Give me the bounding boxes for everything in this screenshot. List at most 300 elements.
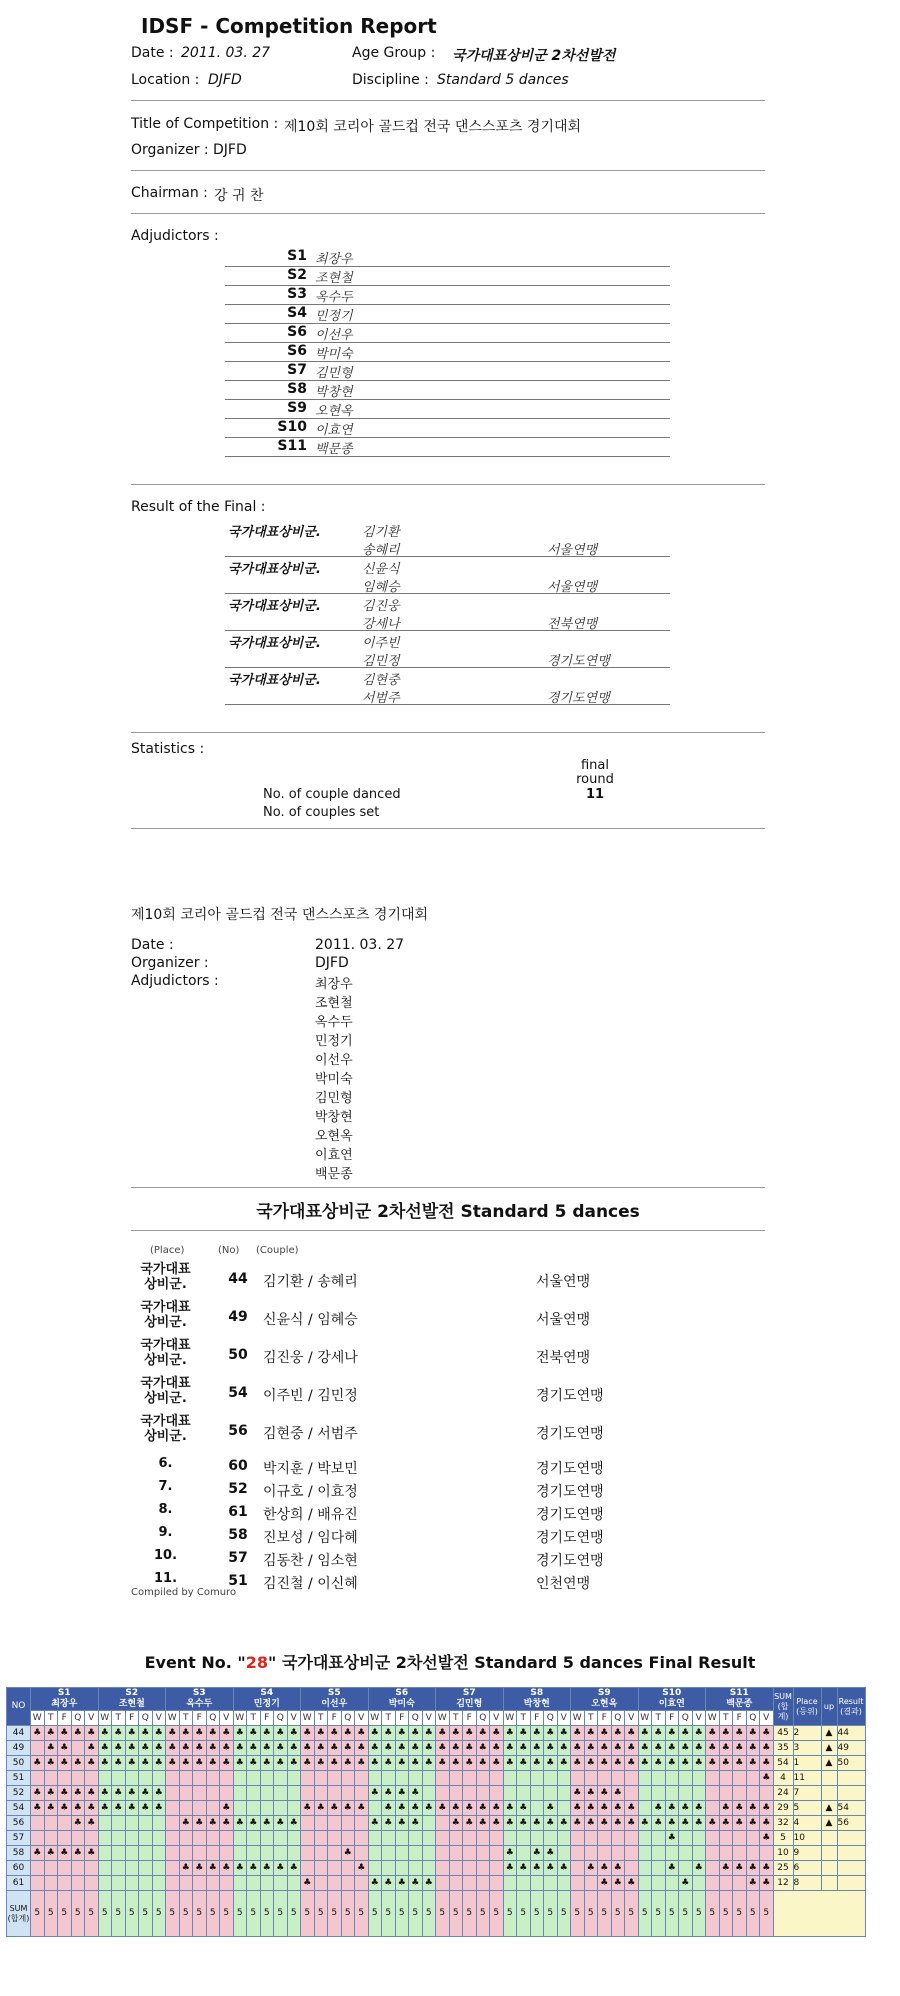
- mark-cell: [179, 1786, 193, 1801]
- judge-name: 이선우: [321, 1699, 348, 1709]
- adjudicator-name: 이효연: [315, 423, 353, 438]
- mark-cell: [409, 1846, 423, 1861]
- mark-cell: ♣: [746, 1726, 760, 1741]
- placing-place: 국가대표 상비군.: [140, 1262, 191, 1292]
- mark-cell: ♣: [746, 1876, 760, 1891]
- dance-header: F: [665, 1711, 679, 1726]
- dance-header: Q: [71, 1711, 85, 1726]
- mark-cell: [328, 1861, 342, 1876]
- adjudicator-name: 민정기: [315, 309, 353, 324]
- table-row: [7, 1786, 866, 1801]
- mark-cell: [611, 1771, 625, 1786]
- dance-header: F: [328, 1711, 342, 1726]
- mark-cell: ♣: [503, 1846, 517, 1861]
- sum-mark-cell: 5: [611, 1891, 625, 1937]
- mark-cell: [557, 1771, 571, 1786]
- placing-couple: 김진웅 / 강세나: [263, 1350, 358, 1366]
- adjudicator-code: S8: [287, 381, 307, 397]
- sum-mark-cell: 5: [692, 1891, 706, 1937]
- mark-cell: ♣: [530, 1726, 544, 1741]
- result-club: 전북연맹: [547, 617, 598, 632]
- mark-cell: ♣: [692, 1816, 706, 1831]
- judge-header: [368, 1688, 436, 1711]
- mark-cell: ♣: [652, 1726, 666, 1741]
- mark-cell: [193, 1771, 207, 1786]
- organizer-label: Organizer :: [131, 142, 209, 158]
- summary-judge-name: 민정기: [315, 1034, 353, 1049]
- mark-cell: ♣: [584, 1816, 598, 1831]
- result-partner-1: 신윤식: [362, 562, 400, 577]
- mark-cell: [436, 1876, 450, 1891]
- mark-cell: ♣: [44, 1741, 58, 1756]
- placing-club: 경기도연맹: [536, 1507, 604, 1523]
- mark-cell: ♣: [733, 1861, 747, 1876]
- dance-header: F: [58, 1711, 72, 1726]
- sum-mark-cell: 5: [449, 1891, 463, 1937]
- couple-number: 60: [7, 1861, 31, 1876]
- mark-cell: [436, 1771, 450, 1786]
- sum-mark-cell: 5: [530, 1891, 544, 1937]
- mark-cell: [287, 1801, 301, 1816]
- up-cell: ▲: [821, 1726, 837, 1741]
- mark-cell: [247, 1876, 261, 1891]
- mark-cell: ♣: [233, 1816, 247, 1831]
- mark-cell: [625, 1786, 639, 1801]
- mark-cell: [71, 1876, 85, 1891]
- mark-cell: [247, 1831, 261, 1846]
- sum-mark-cell: 5: [98, 1891, 112, 1937]
- mark-cell: ♣: [395, 1801, 409, 1816]
- placing-number: 60: [228, 1458, 248, 1474]
- adjudicator-name: 옥수두: [315, 290, 353, 305]
- report-title: IDSF - Competition Report: [141, 14, 437, 38]
- mark-cell: ♣: [193, 1726, 207, 1741]
- judge-name: 박미숙: [388, 1699, 415, 1709]
- marks-table: [6, 1687, 866, 1937]
- adjudicator-code: S2: [287, 267, 307, 283]
- mark-cell: ♣: [611, 1756, 625, 1771]
- adjudicator-name: 박창현: [315, 385, 353, 400]
- mark-cell: [71, 1861, 85, 1876]
- mark-cell: [152, 1816, 166, 1831]
- mark-cell: [125, 1816, 139, 1831]
- mark-cell: ♣: [395, 1756, 409, 1771]
- mark-cell: ♣: [733, 1816, 747, 1831]
- mark-cell: ♣: [638, 1741, 652, 1756]
- sum-cell: 5: [773, 1831, 793, 1846]
- mark-cell: [301, 1861, 315, 1876]
- mark-cell: [503, 1786, 517, 1801]
- sum-mark-cell: 5: [71, 1891, 85, 1937]
- sum-mark-cell: 5: [179, 1891, 193, 1937]
- mark-cell: [746, 1831, 760, 1846]
- judge-name: 백문종: [726, 1699, 753, 1709]
- mark-cell: [517, 1771, 531, 1786]
- summary-date-value: 2011. 03. 27: [315, 937, 405, 953]
- result-partner-1: 이주빈: [362, 636, 400, 651]
- adjudicator-row: [225, 419, 670, 438]
- sum-cell: 29: [773, 1801, 793, 1816]
- mark-cell: ♣: [395, 1786, 409, 1801]
- mark-cell: ♣: [719, 1741, 733, 1756]
- mark-cell: [490, 1786, 504, 1801]
- mark-cell: ♣: [544, 1846, 558, 1861]
- mark-cell: ♣: [260, 1741, 274, 1756]
- mark-cell: [422, 1861, 436, 1876]
- mark-cell: ♣: [44, 1756, 58, 1771]
- judge-code: S1: [57, 1688, 71, 1698]
- adjudicator-name: 김민형: [315, 366, 353, 381]
- mark-cell: [719, 1831, 733, 1846]
- divider: [131, 1230, 765, 1231]
- result-partner-2: 송혜리: [362, 543, 400, 558]
- sum-mark-cell: 5: [220, 1891, 234, 1937]
- placing-row: [128, 1548, 768, 1568]
- mark-cell: [314, 1771, 328, 1786]
- mark-cell: ♣: [247, 1861, 261, 1876]
- mark-cell: ♣: [139, 1786, 153, 1801]
- mark-cell: ♣: [598, 1861, 612, 1876]
- mark-cell: ♣: [355, 1741, 369, 1756]
- up-cell: ▲: [821, 1801, 837, 1816]
- mark-cell: [463, 1786, 477, 1801]
- mark-cell: ♣: [409, 1726, 423, 1741]
- mark-cell: [341, 1831, 355, 1846]
- mark-cell: ♣: [58, 1756, 72, 1771]
- mark-cell: [449, 1771, 463, 1786]
- result-cell: [837, 1861, 865, 1876]
- adjudicator-row: [225, 267, 670, 286]
- mark-cell: [139, 1876, 153, 1891]
- mark-cell: [382, 1846, 396, 1861]
- mark-cell: ♣: [152, 1741, 166, 1756]
- col-couple-header: (Couple): [256, 1245, 299, 1256]
- result-cell: [837, 1831, 865, 1846]
- mark-cell: [193, 1801, 207, 1816]
- mark-cell: ♣: [139, 1801, 153, 1816]
- mark-cell: [679, 1771, 693, 1786]
- mark-cell: ♣: [179, 1756, 193, 1771]
- mark-cell: [112, 1816, 126, 1831]
- adjudicator-code: S9: [287, 400, 307, 416]
- sum-mark-cell: 5: [112, 1891, 126, 1937]
- sum-mark-cell: 5: [490, 1891, 504, 1937]
- result-club: 경기도연맹: [547, 654, 610, 669]
- mark-cell: ♣: [206, 1741, 220, 1756]
- mark-cell: ♣: [611, 1726, 625, 1741]
- dance-header: T: [314, 1711, 328, 1726]
- result-partner-2: 서범주: [362, 691, 400, 706]
- mark-cell: ♣: [422, 1876, 436, 1891]
- final-result-row: [225, 520, 670, 557]
- mark-cell: ♣: [476, 1801, 490, 1816]
- table-row: [7, 1771, 866, 1786]
- mark-cell: ♣: [125, 1786, 139, 1801]
- adjudicator-row: [225, 438, 670, 457]
- mark-cell: [166, 1816, 180, 1831]
- summary-judge-name: 박창현: [315, 1110, 353, 1125]
- judge-name: 이효연: [658, 1699, 685, 1709]
- mark-cell: [98, 1771, 112, 1786]
- mark-cell: [166, 1876, 180, 1891]
- mark-cell: [368, 1846, 382, 1861]
- mark-cell: [476, 1846, 490, 1861]
- mark-cell: [260, 1771, 274, 1786]
- placing-place: 국가대표 상비군.: [140, 1376, 191, 1406]
- mark-cell: [638, 1771, 652, 1786]
- mark-cell: [476, 1861, 490, 1876]
- mark-cell: [98, 1846, 112, 1861]
- judge-header: [436, 1688, 504, 1711]
- mark-cell: ♣: [112, 1726, 126, 1741]
- summary-organizer-value: DJFD: [315, 955, 349, 971]
- mark-cell: [44, 1816, 58, 1831]
- summary-judge-name: 김민형: [315, 1091, 353, 1106]
- mark-cell: ♣: [665, 1741, 679, 1756]
- mark-cell: ♣: [409, 1876, 423, 1891]
- mark-cell: [436, 1786, 450, 1801]
- mark-cell: ♣: [260, 1756, 274, 1771]
- mark-cell: ♣: [719, 1756, 733, 1771]
- mark-cell: ♣: [85, 1726, 99, 1741]
- mark-cell: [206, 1771, 220, 1786]
- mark-cell: ♣: [382, 1876, 396, 1891]
- judge-name: 김민형: [456, 1699, 483, 1709]
- mark-cell: [31, 1861, 45, 1876]
- mark-cell: [368, 1831, 382, 1846]
- placing-couple: 한상희 / 배유진: [263, 1507, 358, 1523]
- sum-mark-cell: 5: [125, 1891, 139, 1937]
- mark-cell: ♣: [287, 1816, 301, 1831]
- couple-number: 61: [7, 1876, 31, 1891]
- mark-cell: ♣: [179, 1726, 193, 1741]
- sum-mark-cell: 5: [206, 1891, 220, 1937]
- mark-cell: ♣: [368, 1726, 382, 1741]
- couple-number: 52: [7, 1786, 31, 1801]
- mark-cell: ♣: [152, 1726, 166, 1741]
- sum-mark-cell: 5: [152, 1891, 166, 1937]
- mark-cell: ♣: [544, 1741, 558, 1756]
- judge-name: 민정기: [253, 1699, 280, 1709]
- mark-cell: [449, 1876, 463, 1891]
- sum-mark-cell: 5: [44, 1891, 58, 1937]
- mark-cell: ♣: [706, 1756, 720, 1771]
- up-cell: [821, 1876, 837, 1891]
- sum-mark-cell: 5: [746, 1891, 760, 1937]
- mark-cell: [665, 1846, 679, 1861]
- sum-mark-cell: 5: [706, 1891, 720, 1937]
- dance-header: Q: [544, 1711, 558, 1726]
- mark-cell: ♣: [692, 1741, 706, 1756]
- mark-cell: ♣: [179, 1861, 193, 1876]
- sum-total-cell: [773, 1891, 865, 1937]
- adjudicator-row: [225, 343, 670, 362]
- dance-header: W: [166, 1711, 180, 1726]
- result-partner-2: 강세나: [362, 617, 400, 632]
- mark-cell: ♣: [746, 1741, 760, 1756]
- result-place: 국가대표상비군.: [228, 636, 321, 651]
- mark-cell: [260, 1831, 274, 1846]
- mark-cell: ♣: [503, 1861, 517, 1876]
- mark-cell: [301, 1786, 315, 1801]
- mark-cell: ♣: [571, 1741, 585, 1756]
- toc-value: 제10회 코리아 골드컵 전국 댄스스포츠 경기대회: [284, 119, 582, 135]
- dance-header: V: [760, 1711, 774, 1726]
- mark-cell: [193, 1786, 207, 1801]
- discipline-label: Discipline :: [352, 72, 429, 88]
- judge-header: [706, 1688, 774, 1711]
- mark-cell: ♣: [382, 1816, 396, 1831]
- mark-cell: ♣: [625, 1876, 639, 1891]
- dance-header: F: [395, 1711, 409, 1726]
- result-cell: [837, 1771, 865, 1786]
- table-row: [7, 1741, 866, 1756]
- dance-header: T: [112, 1711, 126, 1726]
- mark-cell: ♣: [139, 1741, 153, 1756]
- mark-cell: ♣: [355, 1726, 369, 1741]
- dance-header: T: [719, 1711, 733, 1726]
- mark-cell: [125, 1876, 139, 1891]
- mark-cell: ♣: [274, 1756, 288, 1771]
- mark-cell: [530, 1771, 544, 1786]
- judge-header: [233, 1688, 301, 1711]
- mark-cell: ♣: [584, 1786, 598, 1801]
- mark-cell: ♣: [193, 1861, 207, 1876]
- mark-cell: ♣: [247, 1726, 261, 1741]
- mark-cell: [166, 1831, 180, 1846]
- mark-cell: ♣: [98, 1741, 112, 1756]
- mark-cell: ♣: [368, 1786, 382, 1801]
- mark-cell: [179, 1846, 193, 1861]
- mark-cell: [287, 1786, 301, 1801]
- placing-club: 경기도연맹: [536, 1484, 604, 1500]
- mark-cell: ♣: [409, 1756, 423, 1771]
- result-cell: 44: [837, 1726, 865, 1741]
- dance-header: Q: [679, 1711, 693, 1726]
- mark-cell: [733, 1771, 747, 1786]
- mark-cell: [314, 1846, 328, 1861]
- mark-cell: [31, 1816, 45, 1831]
- mark-cell: ♣: [436, 1801, 450, 1816]
- organizer-value: DJFD: [213, 142, 247, 158]
- mark-cell: [233, 1786, 247, 1801]
- mark-cell: [179, 1876, 193, 1891]
- mark-cell: [287, 1771, 301, 1786]
- dance-header: W: [638, 1711, 652, 1726]
- mark-cell: [233, 1846, 247, 1861]
- mark-cell: ♣: [746, 1816, 760, 1831]
- mark-cell: [476, 1876, 490, 1891]
- mark-cell: [179, 1771, 193, 1786]
- placing-number: 57: [228, 1550, 248, 1566]
- mark-cell: ♣: [503, 1741, 517, 1756]
- mark-cell: ♣: [544, 1816, 558, 1831]
- mark-cell: [476, 1771, 490, 1786]
- mark-cell: ♣: [463, 1726, 477, 1741]
- mark-cell: ♣: [71, 1801, 85, 1816]
- mark-cell: [260, 1876, 274, 1891]
- mark-cell: [544, 1876, 558, 1891]
- mark-cell: [719, 1846, 733, 1861]
- mark-cell: [193, 1846, 207, 1861]
- mark-cell: [571, 1831, 585, 1846]
- mark-cell: [247, 1786, 261, 1801]
- mark-cell: ♣: [71, 1786, 85, 1801]
- mark-cell: ♣: [274, 1861, 288, 1876]
- adjudicator-name: 이선우: [315, 328, 353, 343]
- mark-cell: [85, 1771, 99, 1786]
- judge-code: S10: [662, 1688, 682, 1698]
- mark-cell: ♣: [314, 1726, 328, 1741]
- mark-cell: ♣: [31, 1756, 45, 1771]
- mark-cell: [368, 1861, 382, 1876]
- mark-cell: ♣: [206, 1861, 220, 1876]
- mark-cell: ♣: [31, 1726, 45, 1741]
- judge-header: [571, 1688, 639, 1711]
- dance-header: V: [220, 1711, 234, 1726]
- mark-cell: ♣: [571, 1816, 585, 1831]
- mark-cell: [260, 1801, 274, 1816]
- mark-cell: [706, 1861, 720, 1876]
- mark-cell: [98, 1876, 112, 1891]
- sum-cell: 4: [773, 1771, 793, 1786]
- sum-mark-cell: 5: [233, 1891, 247, 1937]
- mark-cell: [490, 1846, 504, 1861]
- placing-couple: 김기환 / 송혜리: [263, 1274, 358, 1290]
- summary-judge-name: 최장우: [315, 977, 353, 992]
- mark-cell: [220, 1876, 234, 1891]
- sum-mark-cell: 5: [409, 1891, 423, 1937]
- mark-cell: [58, 1771, 72, 1786]
- mark-cell: [746, 1771, 760, 1786]
- mark-cell: ♣: [166, 1726, 180, 1741]
- sum-mark-cell: 5: [544, 1891, 558, 1937]
- mark-cell: [220, 1786, 234, 1801]
- placing-row: [128, 1414, 768, 1446]
- adjudicator-row: [225, 305, 670, 324]
- mark-cell: ♣: [557, 1726, 571, 1741]
- mark-cell: ♣: [287, 1741, 301, 1756]
- mark-cell: [530, 1786, 544, 1801]
- placing-number: 61: [228, 1504, 248, 1520]
- mark-cell: ♣: [341, 1756, 355, 1771]
- judge-code: S7: [462, 1688, 476, 1698]
- mark-cell: ♣: [58, 1786, 72, 1801]
- mark-cell: [31, 1771, 45, 1786]
- mark-cell: ♣: [476, 1816, 490, 1831]
- place-cell: 11: [793, 1771, 821, 1786]
- mark-cell: [58, 1861, 72, 1876]
- col-place-header: (Place): [150, 1245, 185, 1256]
- mark-cell: ♣: [85, 1786, 99, 1801]
- mark-cell: ♣: [490, 1741, 504, 1756]
- mark-cell: [517, 1846, 531, 1861]
- mark-cell: ♣: [638, 1816, 652, 1831]
- mark-cell: ♣: [463, 1756, 477, 1771]
- dance-header: W: [98, 1711, 112, 1726]
- divider: [131, 100, 765, 101]
- mark-cell: [260, 1786, 274, 1801]
- mark-cell: [98, 1831, 112, 1846]
- placing-place: 11.: [153, 1571, 178, 1586]
- up-cell: [821, 1771, 837, 1786]
- mark-cell: ♣: [530, 1816, 544, 1831]
- mark-cell: ♣: [490, 1726, 504, 1741]
- mark-cell: ♣: [58, 1741, 72, 1756]
- mark-cell: ♣: [463, 1741, 477, 1756]
- mark-cell: ♣: [139, 1726, 153, 1741]
- placing-row: [128, 1479, 768, 1499]
